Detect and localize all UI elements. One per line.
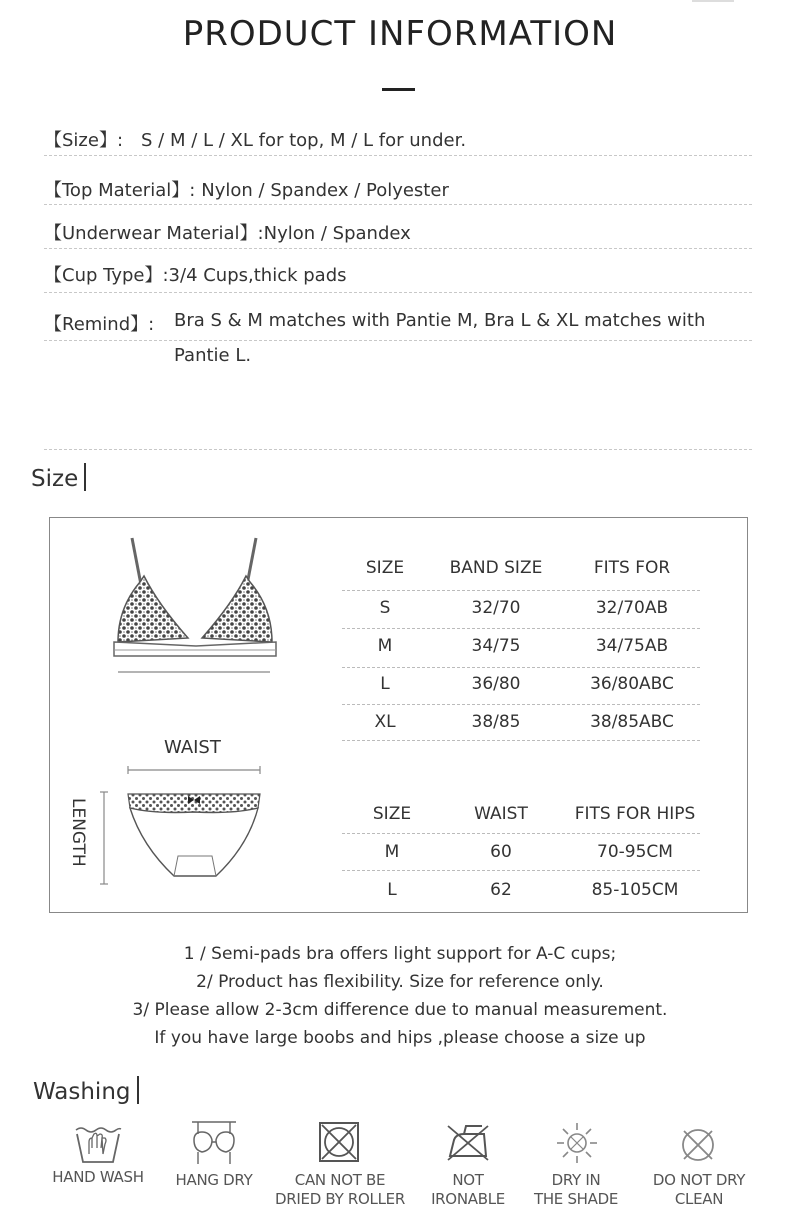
panty-illustration bbox=[124, 786, 264, 882]
info-label: 【Underwear Material】: bbox=[44, 223, 264, 244]
wash-label-line: HANG DRY bbox=[175, 1171, 253, 1189]
table-header: FITS FOR HIPS bbox=[574, 804, 696, 824]
info-row-underwear-material bbox=[44, 219, 411, 245]
table-header: SIZE bbox=[365, 558, 405, 578]
no-roller-dry-label bbox=[272, 1171, 408, 1209]
hand-wash-label bbox=[40, 1168, 156, 1187]
table-cell: 38/85ABC bbox=[590, 712, 674, 732]
table-cell: 85-105CM bbox=[591, 880, 679, 900]
title-bar bbox=[137, 1076, 139, 1104]
wash-label-line: CLEAN bbox=[674, 1190, 724, 1208]
table-rule bbox=[342, 870, 700, 871]
info-row-remind bbox=[44, 310, 154, 336]
note-line: If you have large boobs and hips ,please choose a size up bbox=[154, 1028, 646, 1048]
note-line: 2/ Product has flexibility. Size for reference only. bbox=[196, 972, 604, 992]
table-cell: L bbox=[380, 674, 390, 694]
table-cell: 36/80 bbox=[471, 674, 521, 694]
hang-dry-label bbox=[156, 1171, 272, 1190]
wash-label-line: THE SHADE bbox=[533, 1190, 619, 1208]
table-header: WAIST bbox=[474, 804, 528, 824]
table-cell: XL bbox=[374, 712, 396, 732]
no-roller-dry-icon bbox=[318, 1121, 360, 1163]
bra-size-table bbox=[342, 558, 700, 748]
corner-mark bbox=[692, 0, 734, 2]
length-label: LENGTH bbox=[68, 798, 88, 867]
table-cell: 32/70AB bbox=[595, 598, 669, 618]
hang-dry-icon bbox=[188, 1118, 240, 1168]
dry-shade-icon bbox=[556, 1121, 598, 1165]
washing-section-title bbox=[33, 1076, 139, 1105]
table-cell: 62 bbox=[490, 880, 512, 900]
info-value-continued: Pantie L. bbox=[174, 345, 252, 366]
dry-shade-label bbox=[518, 1171, 634, 1209]
waist-measure-line bbox=[124, 764, 264, 782]
info-value: Bra S & M matches with Pantie M, Bra L & XL matches with bbox=[174, 310, 706, 331]
info-value: S / M / L / XL for top, M / L for under. bbox=[141, 130, 467, 151]
wash-label-line: NOT bbox=[452, 1171, 484, 1189]
table-cell: 38/85 bbox=[471, 712, 521, 732]
panty-size-table bbox=[342, 804, 700, 914]
divider bbox=[44, 248, 752, 249]
divider bbox=[44, 204, 752, 205]
title-underline bbox=[382, 88, 415, 91]
divider bbox=[44, 340, 752, 341]
table-cell: 70-95CM bbox=[597, 842, 673, 862]
table-rule bbox=[342, 590, 700, 591]
info-value: Nylon / Spandex bbox=[263, 223, 411, 244]
divider bbox=[44, 449, 752, 450]
table-cell: 32/70 bbox=[471, 598, 521, 618]
info-label: 【Remind】: bbox=[44, 314, 155, 335]
table-cell: 34/75 bbox=[471, 636, 521, 656]
table-cell: 34/75AB bbox=[595, 636, 669, 656]
no-dry-clean-label bbox=[638, 1171, 760, 1209]
size-notes bbox=[0, 940, 800, 1052]
wash-label-line: DRY IN bbox=[551, 1171, 601, 1189]
table-cell: L bbox=[387, 880, 397, 900]
info-value: 3/4 Cups,thick pads bbox=[168, 265, 347, 286]
info-label: 【Cup Type】: bbox=[44, 265, 169, 286]
size-section-title bbox=[31, 463, 86, 492]
page-title: PRODUCT INFORMATION bbox=[182, 14, 618, 54]
no-iron-icon bbox=[444, 1122, 492, 1162]
washing-section-label: Washing bbox=[33, 1079, 131, 1105]
wash-label-line: DRIED BY ROLLER bbox=[275, 1190, 405, 1208]
wash-label-line: IRONABLE bbox=[431, 1190, 505, 1208]
table-cell: 60 bbox=[490, 842, 512, 862]
divider bbox=[44, 155, 752, 156]
table-cell: 36/80ABC bbox=[590, 674, 674, 694]
bra-illustration bbox=[110, 534, 280, 679]
divider bbox=[44, 292, 752, 293]
table-cell: M bbox=[384, 842, 400, 862]
table-header: BAND SIZE bbox=[449, 558, 543, 578]
table-header: SIZE bbox=[372, 804, 412, 824]
note-line: 3/ Please allow 2-3cm difference due to manual measurement. bbox=[132, 1000, 668, 1020]
table-header: FITS FOR bbox=[593, 558, 671, 578]
info-row-cup-type bbox=[44, 261, 347, 287]
info-label: 【Top Material】: bbox=[44, 180, 196, 201]
size-chart-box bbox=[49, 517, 748, 913]
table-rule bbox=[342, 704, 700, 705]
wash-label-line: DO NOT DRY bbox=[652, 1171, 746, 1189]
table-rule bbox=[342, 628, 700, 629]
size-section-label: Size bbox=[31, 466, 79, 492]
info-row-top-material bbox=[44, 176, 449, 202]
table-rule bbox=[342, 740, 700, 741]
wash-label-line: HAND WASH bbox=[52, 1168, 144, 1186]
waist-label: WAIST bbox=[164, 737, 221, 758]
table-cell: S bbox=[379, 598, 391, 618]
title-bar bbox=[84, 463, 86, 491]
info-value: Nylon / Spandex / Polyester bbox=[201, 180, 449, 201]
length-measure-line bbox=[98, 788, 110, 888]
table-rule bbox=[342, 833, 700, 834]
table-rule bbox=[342, 667, 700, 668]
info-row-size bbox=[44, 126, 466, 152]
no-iron-label bbox=[410, 1171, 526, 1209]
no-dry-clean-icon bbox=[680, 1127, 716, 1163]
table-cell: M bbox=[377, 636, 393, 656]
info-label: 【Size】: bbox=[44, 130, 124, 151]
hand-wash-icon bbox=[73, 1124, 123, 1166]
note-line: 1 / Semi-pads bra offers light support for A-C cups; bbox=[183, 944, 617, 964]
wash-label-line: CAN NOT BE bbox=[294, 1171, 386, 1189]
